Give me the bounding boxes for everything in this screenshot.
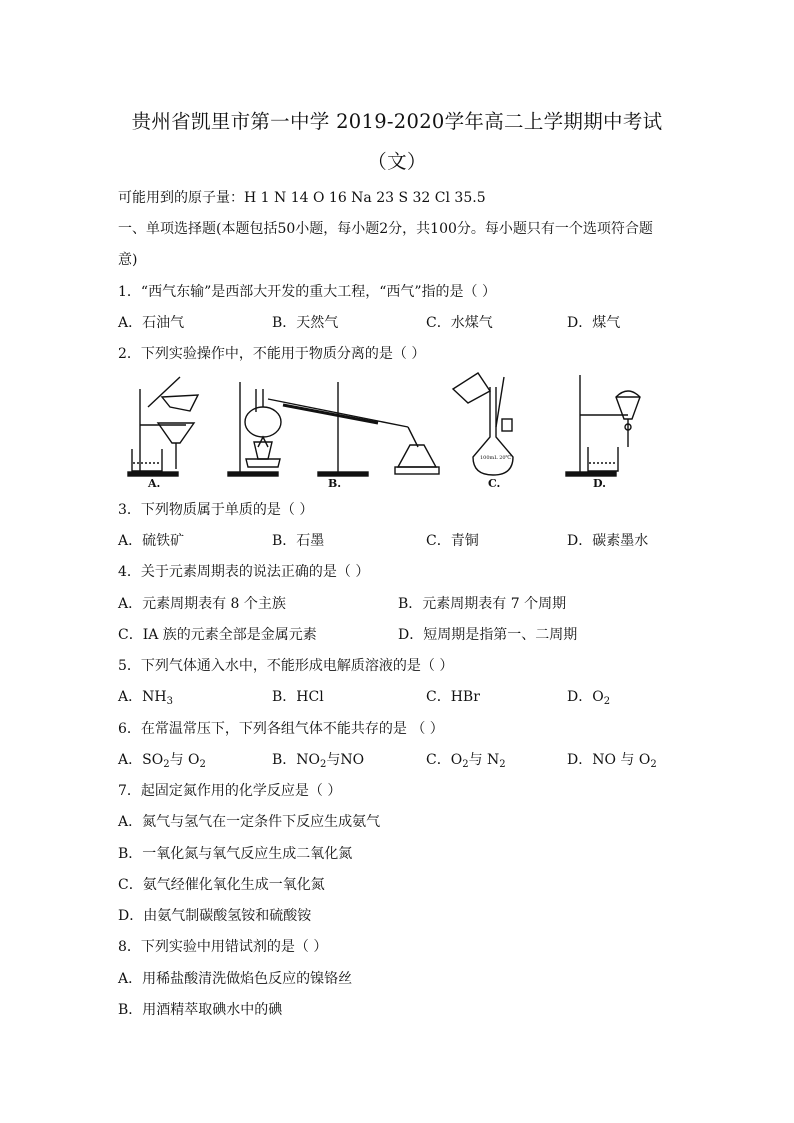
question-1-stem: 1．“西气东输”是西部大开发的重大工程，“西气”指的是（ ）: [118, 284, 496, 300]
question-4-stem: 4．关于元素周期表的说法正确的是（ ）: [118, 564, 370, 580]
apparatus-d-separatory-funnel: [566, 375, 640, 490]
figure-label-c: C.: [488, 477, 501, 490]
section-heading-line-1: 一、单项选择题(本题包括50小题，每小题2分，共100分。每小题只有一个选项符合题: [118, 221, 653, 237]
question-7-option-a: A．氮气与氢气在一定条件下反应生成氨气: [118, 814, 381, 830]
question-4-option-a: A．元素周期表有 8 个主族: [118, 596, 286, 612]
atomic-masses: 可能用到的原子量：H 1 N 14 O 16 Na 23 S 32 Cl 35.5: [118, 190, 486, 206]
question-2-stem: 2．下列实验操作中，不能用于物质分离的是（ ）: [118, 346, 426, 362]
figure-label-b: B.: [328, 477, 342, 490]
question-6-option-d: D．NO 与 $O_2$: [567, 752, 657, 770]
question-6-option-a: A．$SO_2$与 $O_2$: [118, 752, 206, 770]
question-3-option-c: C．青铜: [426, 533, 479, 549]
question-8-option-b: B．用酒精萃取碘水中的碘: [118, 1002, 283, 1018]
question-3-stem: 3．下列物质属于单质的是（ ）: [118, 502, 314, 518]
apparatus-c-volumetric-flask: [453, 373, 513, 490]
question-3-option-d: D．碳素墨水: [567, 533, 649, 549]
question-8-option-a: A．用稀盐酸清洗做焰色反应的镍铬丝: [118, 971, 353, 987]
exam-title-line-1: 贵州省凯里市第一中学 2019-2020学年高二上学期期中考试: [131, 110, 663, 133]
question-4-option-d: D．短周期是指第一、二周期: [398, 627, 578, 643]
question-1-option-c: C．水煤气: [426, 315, 493, 331]
question-4-option-b: B．元素周期表有 7 个周期: [398, 596, 567, 612]
figure-label-a: A.: [148, 477, 161, 490]
question-1-option-d: D．煤气: [567, 315, 621, 331]
apparatus-figure: [118, 367, 658, 492]
question-1-option-b: B．天然气: [272, 315, 339, 331]
question-6-option-b: B．$NO_2$与NO: [272, 752, 365, 770]
apparatus-b-distillation: [228, 382, 439, 490]
question-5-stem: 5．下列气体通入水中，不能形成电解质溶液的是（ ）: [118, 658, 454, 674]
question-7-stem: 7．起固定氮作用的化学反应是（ ）: [118, 783, 342, 799]
question-7-option-b: B．一氧化氮与氧气反应生成二氧化氮: [118, 846, 353, 862]
question-5-option-b: B．HCl: [272, 689, 324, 705]
question-3-option-a: A．硫铁矿: [118, 533, 185, 549]
apparatus-a-filtration: [128, 377, 198, 490]
exam-title-line-2: （文）: [367, 150, 427, 173]
question-5-option-d: D．$O_2$: [567, 689, 611, 707]
question-7-option-d: D．由氨气制碳酸氢铵和硫酸铵: [118, 908, 312, 924]
question-6-option-c: C．$O_2$与 $N_2$: [426, 752, 506, 770]
section-heading-line-2: 意): [118, 252, 138, 268]
question-5-option-a: A．$NH_3$: [118, 689, 173, 707]
question-7-option-c: C．氨气经催化氧化生成一氧化氮: [118, 877, 325, 893]
question-4-option-c: C．ⅠA 族的元素全部是金属元素: [118, 627, 317, 643]
question-8-stem: 8．下列实验中用错试剂的是（ ）: [118, 939, 328, 955]
question-3-option-b: B．石墨: [272, 533, 325, 549]
flask-label: 100mL 20℃: [480, 455, 512, 461]
question-5-option-c: C．HBr: [426, 689, 480, 705]
figure-label-d: D.: [593, 477, 606, 490]
question-1-option-a: A．石油气: [118, 315, 185, 331]
question-6-stem: 6．在常温常压下，下列各组气体不能共存的是 （ ）: [118, 721, 444, 737]
